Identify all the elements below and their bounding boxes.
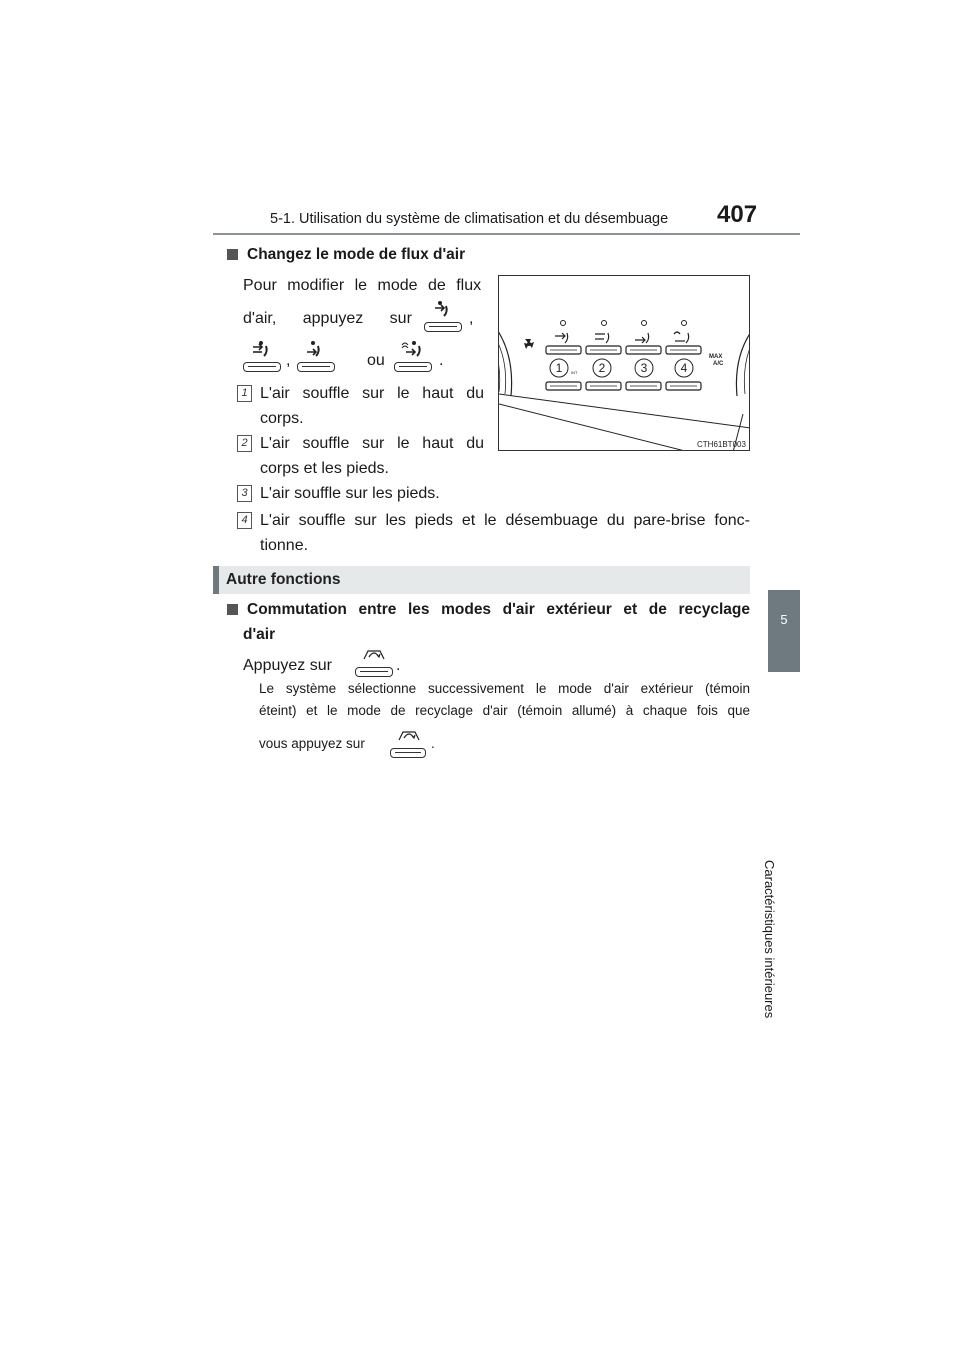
airflow-intro — [243, 273, 483, 298]
list-item — [237, 381, 484, 431]
recirc-note-line3 — [259, 726, 459, 760]
recirc-note — [259, 678, 750, 722]
airflow-intro-line3 — [243, 340, 483, 376]
item-text-line1: L'air souffle sur les pieds. — [260, 485, 440, 502]
callout-3: 3 — [640, 361, 648, 375]
item-text-line2: tionne. — [260, 537, 309, 554]
climate-panel-figure — [498, 275, 750, 451]
item-number: 3 — [237, 485, 252, 502]
bullet-square-icon — [227, 249, 238, 260]
recirc-heading-line2: d'air — [243, 626, 276, 643]
climate-panel-illustration — [499, 276, 750, 451]
feet-mode-button-icon — [297, 340, 335, 374]
airflow-heading — [227, 246, 465, 264]
airflow-heading-text: Changez le mode de flux d'air — [247, 246, 466, 263]
list-item — [237, 508, 750, 558]
header-rule — [213, 233, 800, 235]
feet-defrost-mode-button-icon — [394, 340, 432, 374]
chapter-tab — [768, 590, 800, 672]
figure-code: CTH61BT003 — [697, 440, 746, 449]
item-text-line1: L'air souffle sur les pieds et le désembuage du pare-brise fonc- — [260, 512, 750, 529]
press-text: Appuyez sur — [243, 657, 332, 674]
item-text-line2: corps. — [260, 410, 304, 427]
item-text-line2: corps et les pieds. — [260, 460, 389, 477]
item-number: 2 — [237, 435, 252, 452]
bilevel-mode-button-icon — [243, 340, 281, 374]
ou-text: ou — [367, 352, 385, 369]
airflow-intro-line2 — [243, 300, 483, 336]
recirculation-button-icon — [390, 726, 426, 760]
list-item — [237, 431, 484, 481]
recirculation-button-icon — [355, 645, 393, 679]
period: . — [396, 657, 401, 674]
item-number: 1 — [237, 385, 252, 402]
intro-line-1: Pour modifier le mode de flux — [243, 277, 482, 294]
callout-1: 1 — [555, 361, 563, 375]
chapter-number: 5 — [780, 612, 788, 627]
page-number: 407 — [717, 201, 758, 228]
list-item — [237, 481, 757, 506]
section-title: Autre fonctions — [226, 571, 341, 588]
face-mode-button-icon — [424, 300, 462, 334]
note-line3: vous appuyez sur — [259, 736, 365, 751]
callout-4: 4 — [680, 361, 688, 375]
ac-label: A/C — [713, 361, 724, 367]
bullet-square-icon — [227, 604, 238, 615]
comma: , — [469, 310, 474, 327]
note-line2: éteint) et le mode de recyclage d'air (témoin allumé) à chaque fois que — [259, 703, 750, 718]
recirc-instruction — [243, 645, 443, 681]
max-label: MAX — [709, 354, 723, 360]
item-text-line1: L'air souffle sur le haut du — [260, 385, 484, 402]
period: . — [439, 352, 444, 369]
comma: , — [286, 352, 291, 369]
chapter-title: Caractéristiques intérieures — [762, 860, 777, 1019]
section-bar-accent — [213, 566, 219, 594]
item-text-line1: L'air souffle sur le haut du — [260, 435, 484, 452]
recirc-heading — [227, 601, 750, 644]
recirc-heading-line1: Commutation entre les modes d'air extérieur et de recyclage — [247, 601, 750, 618]
running-header: 5-1. Utilisation du système de climatisation et du désembuage — [270, 211, 669, 227]
item-number: 4 — [237, 512, 252, 529]
section-header-other-functions — [213, 566, 750, 594]
callout-2: 2 — [598, 361, 606, 375]
period: . — [431, 736, 435, 751]
note-line1: Le système sélectionne successivement le mode d'air extérieur (témoin — [259, 681, 750, 696]
intro-line-2: d'air, appuyez sur — [243, 310, 412, 327]
int-label: INT — [571, 370, 578, 375]
